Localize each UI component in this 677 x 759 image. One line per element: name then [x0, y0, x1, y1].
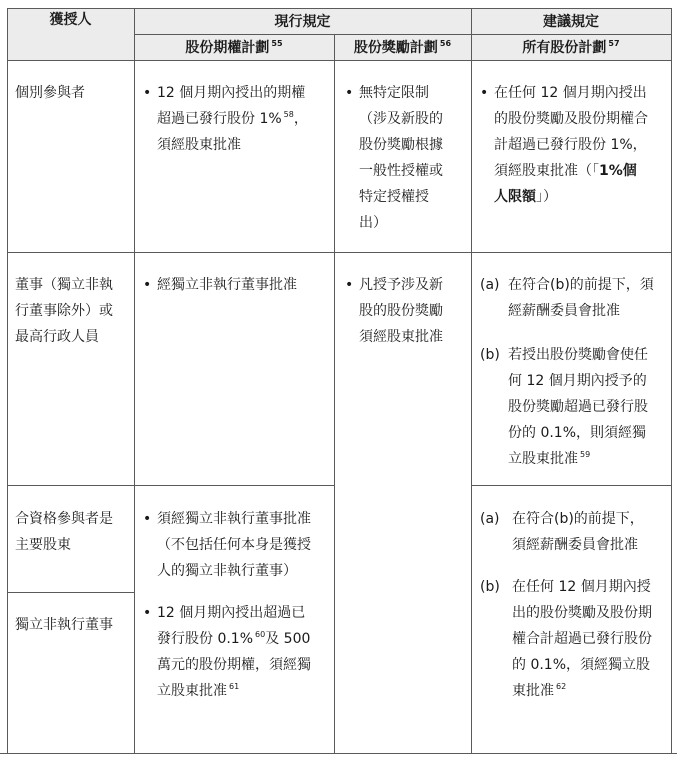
header-grantee: 獲授人	[49, 12, 92, 28]
footnote-56: 56	[439, 39, 452, 49]
grantee-directors: 董事（獨立非執 行董事除外）或 最高行政人員	[15, 277, 113, 345]
rule-row3-left	[7, 592, 134, 593]
grantee-individual: 個別參與者	[15, 85, 85, 101]
individual-award-rule: • 無特定限制 （涉及新股的 股份獎勵根據 一般性授權或 特定授權授 出）	[345, 85, 443, 231]
grantee-ined: 獨立非執行董事	[15, 617, 113, 633]
shareholders-proposed-a: (a) 在符合(b)的前提下， 須經薪酬委員會批准	[480, 511, 644, 553]
header-share-award: 股份獎勵計劃 $^{56}$	[353, 39, 452, 56]
rule-row1	[7, 252, 672, 253]
rule-row2-left	[7, 485, 334, 486]
shareholders-option-rule: • 須經獨立非執行董事批准 （不包括任何本身是獲授 人的獨立非執行董事）	[143, 511, 311, 579]
grantee-substantial-shareholder: 合資格參與者是 主要股東	[15, 511, 113, 553]
rule-header-bottom	[7, 60, 672, 61]
directors-option-rule: • 經獨立非執行董事批准	[143, 277, 297, 293]
directors-award-rule: • 凡授予涉及新 股的股份獎勵 須經股東批准	[345, 277, 443, 345]
rule-top	[7, 8, 672, 9]
footnote-62: 62	[556, 682, 567, 692]
rule-bottom	[0, 753, 677, 754]
rule-col3	[471, 8, 472, 753]
header-share-option: 股份期權計劃 $^{55}$	[185, 39, 283, 56]
header-current-rules: 現行規定	[274, 14, 331, 30]
header-proposed-rules: 建議規定	[543, 14, 599, 30]
rule-header-mid	[134, 34, 672, 35]
directors-proposed-a: (a) 在符合(b)的前提下，須 經薪酬委員會批准	[480, 277, 654, 319]
footnote-59: 59	[580, 450, 591, 460]
ined-option-rule: • 12 個月期內授出超過已 發行股份 0.1% $^{60}$及 500 萬元的股份期權，須經獨 立股東批准 $^{61}$	[143, 605, 311, 699]
individual-option-rule: • 12 個月期內授出的期權 超過已發行股份 1% $^{58}$， 須經股東批准	[143, 85, 308, 153]
footnote-55: 55	[271, 39, 283, 49]
rule-left	[7, 8, 8, 753]
individual-proposed-rule: • 在任何 12 個月期內授出 的股份獎勵及股份期權合 計超過已發行股份 1%， 須經股東批准（「1%個 人限額」）	[480, 85, 648, 205]
footnote-58: 58	[283, 110, 294, 120]
rule-col2	[334, 34, 335, 753]
shareholders-proposed-b: (b) 在任何 12 個月期內授 出的股份獎勵及股份期 權合計超過已發行股份 的 0.1%，須經獨立股 東批准 $^{62}$	[480, 579, 652, 699]
directors-proposed-b: (b) 若授出股份獎勵會使任 何 12 個月期內授予的 股份獎勵超過已發行股 份的 0.1%，則須經獨 立股東批准 $^{59}$	[480, 347, 648, 467]
rule-col1	[134, 8, 135, 753]
footnote-61: 61	[229, 682, 240, 692]
footnote-60: 60	[255, 630, 266, 640]
footnote-57: 57	[608, 39, 620, 49]
header-all-share: 所有股份計劃 $^{57}$	[522, 39, 620, 56]
rule-row2-right	[471, 485, 672, 486]
rule-right	[671, 8, 672, 753]
